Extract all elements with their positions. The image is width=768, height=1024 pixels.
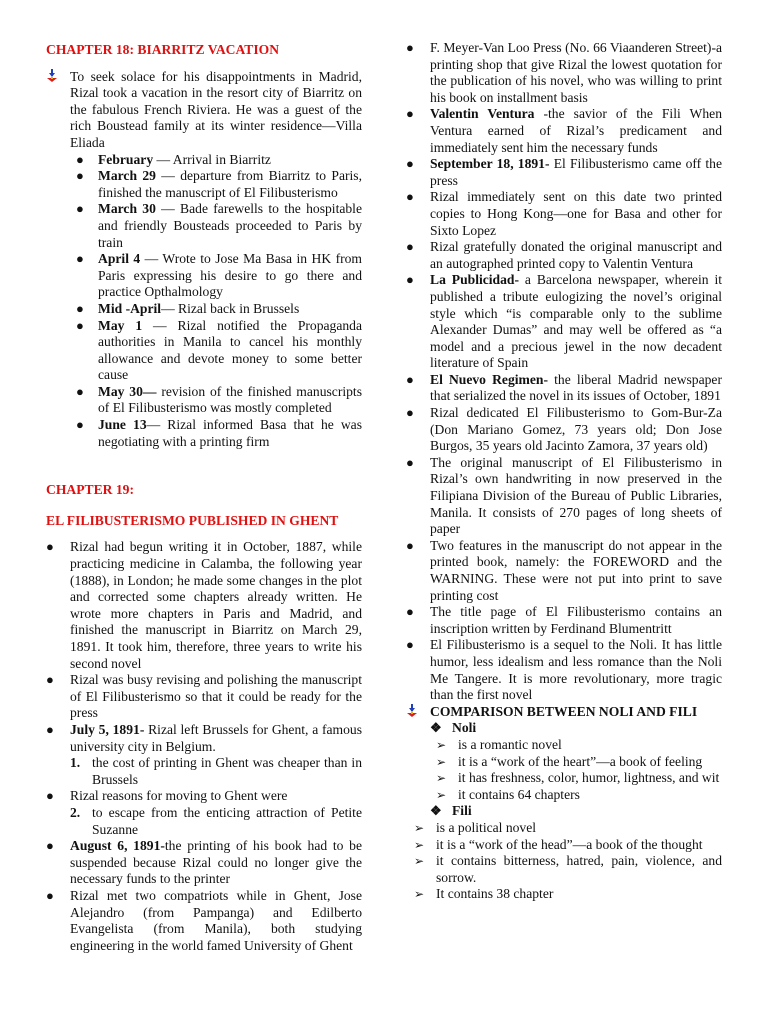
diamond-icon: ❖ (430, 720, 442, 736)
bullet-icon: ● (46, 788, 54, 804)
numbered-item (46, 805, 362, 838)
list-item (46, 384, 362, 417)
list-item (406, 886, 722, 903)
list-item (46, 888, 362, 954)
list-item (46, 201, 362, 251)
event-date: Mid -April (98, 300, 162, 316)
event-date: April 4 (98, 251, 141, 267)
arrowhead-icon: ➢ (436, 787, 447, 802)
paragraph-text: El Filibusterismo is a sequel to the Noli. It has little humor, less idealism and less romance than the Noli Me Tangere. It is more revolutionary, more tragic than the first novel (430, 637, 722, 703)
paragraph-text: Two features in the manuscript do not appear in the printed book, namely: the FOREWORD and the WARNING. These were not put into print to save printing cost (430, 537, 722, 603)
bullet-icon: ● (406, 239, 414, 255)
paragraph-text: a Barcelona newspaper, wherein it published a tribute eulogizing the novel’s original style which “is comparable only to the sublime Alexander Dumas” and may well be offered as “a model and a precious jewel in the now decadent literature of Spain (430, 272, 722, 371)
list-item (406, 604, 722, 637)
bullet-icon: ● (46, 721, 54, 737)
paragraph-text: -the savior of the Fili When Ventura earned of Rizal’s predicament and immediately sent him the necessary funds (430, 106, 722, 155)
bullet-icon: ● (76, 383, 84, 399)
event-date: March 29 (98, 168, 156, 184)
list-item (406, 455, 722, 538)
numbered-text: to escape from the enticing attraction of Petite Suzanne (92, 804, 362, 837)
bullet-icon: ● (46, 838, 54, 854)
comparison-heading (406, 704, 722, 721)
arrowhead-icon: ➢ (436, 754, 447, 769)
list-item (406, 538, 722, 604)
bullet-icon: ● (406, 637, 414, 653)
bullet-icon: ● (406, 405, 414, 421)
event-date: May 1 (98, 317, 143, 333)
list-item (46, 539, 362, 672)
arrowhead-icon: ➢ (414, 887, 425, 902)
bullet-icon: ● (46, 672, 54, 688)
paragraph-text: The title page of El Filibusterismo contains an inscription written by Ferdinand Blumentritt (430, 604, 722, 636)
event-text: — Bade farewells to the hospitable and friendly Bousteads proceeded to Paris by train (98, 201, 362, 250)
chapter-19-subtitle: EL FILIBUSTERISMO PUBLISHED IN GHENT (46, 512, 339, 528)
bullet-icon: ● (406, 272, 414, 288)
paragraph-text: Rizal immediately sent on this date two printed copies to Hong Kong—one for Basa and other for Sixto Lopez (430, 189, 722, 238)
arrowhead-icon: ➢ (414, 837, 425, 852)
colored-arrows-icon (46, 69, 66, 83)
fili-label: Fili (452, 803, 472, 819)
list-item (46, 152, 362, 169)
term: La Publicidad- (430, 272, 520, 288)
list-item (406, 106, 722, 156)
left-column (46, 40, 362, 954)
term: September 18, 1891- (430, 156, 550, 172)
paragraph-text: F. Meyer-Van Loo Press (No. 66 Viaanderen Street)-a printing shop that give Rizal the lowest quotation for the publication of his novel, who was willing to print his book on installment basis (430, 40, 722, 105)
list-item (406, 853, 722, 886)
noli-item: it has freshness, color, humor, lightness, and wit (458, 770, 720, 786)
event-text: revision of the finished manuscripts of El Filibusterismo was mostly completed (98, 383, 362, 416)
diamond-icon: ❖ (430, 803, 442, 819)
paragraph-text: The original manuscript of El Filibusterismo in Rizal’s own handwriting in now preserved in the Filipiana Division of the Bureau of Public Libraries, Manila. It consists of 270 pages of long sheets of paper (430, 454, 722, 537)
bullet-icon: ● (406, 371, 414, 387)
bullet-icon: ● (76, 417, 84, 433)
list-item (46, 168, 362, 201)
bullet-icon: ● (76, 300, 84, 316)
bullet-icon: ● (406, 156, 414, 172)
bullet-icon: ● (406, 40, 414, 55)
list-item (406, 405, 722, 455)
list-item (406, 837, 722, 854)
list-item (406, 754, 722, 771)
list-item (406, 770, 722, 787)
paragraph-text: El Filibusterismo came off the press (430, 156, 722, 188)
paragraph-text: Rizal gratefully donated the original manuscript and an autographed printed copy to Valentin Ventura (430, 239, 722, 271)
list-item (406, 40, 722, 106)
paragraph-text: Rizal had begun writing it in October, 1887, while practicing medicine in Calamba, the following year (1888), in London; he made some changes in the plot and corrected some chapters already written. He wrote more chapters in Paris and Madrid, and finished the manuscript in Biarritz on March 29, 1891. It took him, therefore, three years to write his second novel (70, 539, 362, 671)
list-item (406, 272, 722, 372)
paragraph-text: Rizal reasons for moving to Ghent were (70, 788, 288, 804)
bullet-icon: ● (76, 151, 84, 167)
section-gap (46, 450, 362, 480)
bullet-icon: ● (76, 317, 84, 333)
arrowhead-icon: ➢ (436, 771, 447, 786)
list-item (46, 318, 362, 384)
paragraph-text: the liberal Madrid newspaper that serialized the novel in its issues of October, 1891 (430, 371, 722, 404)
bullet-icon: ● (406, 537, 414, 553)
fili-item: it contains bitterness, hatred, pain, violence, and sorrow. (436, 853, 722, 885)
event-text: — Rizal notified the Propaganda authorities in Manila to cancel his monthly allowance and devote money to some better cause (98, 317, 362, 383)
list-item (406, 372, 722, 405)
bullet-icon: ● (76, 201, 84, 217)
arrowhead-icon: ➢ (436, 737, 447, 752)
arrowhead-icon: ➢ (414, 820, 425, 835)
noli-item: is a romantic novel (458, 736, 562, 752)
list-item (406, 637, 722, 703)
noli-label: Noli (452, 720, 477, 736)
noli-item: it contains 64 chapters (458, 786, 580, 802)
paragraph-text: Rizal dedicated El Filibusterismo to Gom-Bur-Za (Don Mariano Gomez, 73 years old; Don Jose Burgos, 35 years old Jacinto Zamora, 37 years old) (430, 405, 722, 454)
number-marker: 1. (70, 755, 81, 771)
paragraph-text: Rizal was busy revising and polishing the manuscript of El Filibusterismo so that it could be ready for the press (70, 672, 362, 721)
chapter-18-title: CHAPTER 18: BIARRITZ VACATION (46, 42, 280, 57)
comparison-title: COMPARISON BETWEEN NOLI AND FILI (430, 703, 698, 719)
bullet-icon: ● (406, 106, 414, 122)
fili-item: is a political novel (436, 819, 537, 835)
list-item (46, 251, 362, 301)
list-item (406, 820, 722, 837)
event-text: — Wrote to Jose Ma Basa in HK from Paris expressing his desire to go there and practice Opthalmology (98, 251, 362, 300)
list-item (46, 672, 362, 722)
event-date: February (98, 151, 154, 167)
event-date: May 30— (98, 383, 157, 399)
bullet-icon: ● (76, 251, 84, 267)
bullet-icon: ● (406, 454, 414, 470)
list-item (406, 787, 722, 804)
bullet-icon: ● (406, 604, 414, 620)
number-marker: 2. (70, 804, 81, 820)
list-item (46, 69, 362, 152)
arrowhead-icon: ➢ (414, 854, 425, 869)
bullet-icon: ● (406, 189, 414, 205)
noli-heading (406, 720, 722, 737)
fili-item: it is a “work of the head”—a book of the thought (436, 836, 703, 852)
chapter-19-title: CHAPTER 19: (46, 482, 134, 498)
right-column (406, 40, 722, 903)
numbered-item (46, 755, 362, 788)
colored-arrows-icon (406, 704, 426, 718)
event-text: — Arrival in Biarritz (153, 151, 271, 167)
event-text: — departure from Biarritz to Paris, finished the manuscript of El Filibusterismo (98, 168, 362, 200)
bullet-icon: ● (46, 539, 54, 555)
term: Valentin Ventura (430, 106, 535, 122)
fili-heading (406, 803, 722, 820)
event-text: — Rizal informed Basa that he was negotiating with a printing firm (98, 417, 362, 449)
fili-item: It contains 38 chapter (436, 886, 554, 902)
list-item (406, 156, 722, 189)
term: El Nuevo Regimen- (430, 371, 548, 387)
event-date: August 6, 1891- (70, 838, 165, 854)
list-item (406, 737, 722, 754)
list-item (46, 722, 362, 755)
paragraph-text: the printing of his book had to be suspended because Rizal could no longer give the necessary funds to the printer (70, 838, 362, 887)
list-item (46, 301, 362, 318)
list-item (406, 239, 722, 272)
list-item (406, 189, 722, 239)
numbered-text: the cost of printing in Ghent was cheaper than in Brussels (92, 755, 362, 787)
event-date: June 13 (98, 417, 147, 433)
bullet-icon: ● (76, 168, 84, 184)
event-date: March 30 (98, 201, 156, 217)
paragraph-text: Rizal left Brussels for Ghent, a famous university city in Belgium. (70, 721, 362, 754)
event-date: July 5, 1891- (70, 721, 145, 737)
paragraph-text: Rizal met two compatriots while in Ghent, Jose Alejandro (from Pampanga) and Edilberto Evangelista (from Manila), both studying engineering in the world famed University of Ghent (70, 887, 362, 953)
noli-item: it is a “work of the heart”—a book of feeling (458, 753, 703, 769)
list-item (46, 788, 362, 805)
bullet-icon: ● (46, 887, 54, 903)
chapter-18-intro: To seek solace for his disappointments in Madrid, Rizal took a vacation in the resort city of Biarritz on the fabulous French Riviera. He was a guest of the rich Boustead family at its winter residence—Villa Eliada (70, 68, 362, 150)
event-text: — Rizal back in Brussels (161, 300, 300, 316)
list-item (46, 838, 362, 888)
list-item (46, 417, 362, 450)
